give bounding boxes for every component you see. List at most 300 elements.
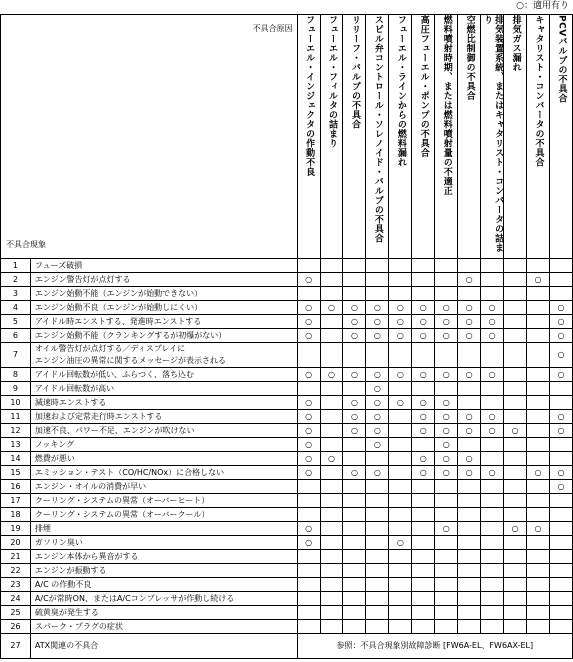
table-row [1, 273, 573, 287]
row-number: 8 [1, 368, 31, 382]
cause-header-2 [320, 15, 343, 259]
empty-cell [343, 592, 366, 606]
table-row [1, 606, 573, 620]
empty-cell [504, 329, 527, 343]
empty-cell [297, 564, 320, 578]
empty-cell [527, 382, 550, 396]
row-number: 27 [1, 634, 31, 659]
applicable-mark: ○ [481, 466, 504, 480]
cause-label: 排気ガス漏れ [510, 15, 521, 72]
applicable-mark: ○ [366, 301, 389, 315]
empty-cell [320, 315, 343, 329]
empty-cell [343, 536, 366, 550]
applicable-mark: ○ [481, 329, 504, 343]
empty-cell [389, 273, 412, 287]
empty-cell [458, 494, 481, 508]
row-number: 18 [1, 508, 31, 522]
cause-label: 排気装置系統、またはキャタリスト・コンバータの詰まり [482, 15, 504, 253]
empty-cell [458, 578, 481, 592]
applicable-mark: ○ [549, 315, 572, 329]
row-number: 16 [1, 480, 31, 494]
empty-cell [504, 550, 527, 564]
empty-cell [320, 536, 343, 550]
applicable-mark: ○ [297, 273, 320, 287]
symptom-label: ガソリン臭い [30, 536, 297, 550]
cause-header-5 [389, 15, 412, 259]
row-number: 5 [1, 315, 31, 329]
empty-cell [412, 480, 435, 494]
empty-cell [481, 438, 504, 452]
empty-cell [412, 578, 435, 592]
empty-cell [297, 382, 320, 396]
applicable-mark: ○ [343, 315, 366, 329]
empty-cell [481, 273, 504, 287]
empty-cell [458, 508, 481, 522]
empty-cell [504, 382, 527, 396]
empty-cell [504, 343, 527, 368]
empty-cell [458, 480, 481, 494]
empty-cell [366, 592, 389, 606]
applicable-mark: ○ [366, 438, 389, 452]
row-number: 14 [1, 452, 31, 466]
table-row [1, 259, 573, 273]
empty-cell [320, 522, 343, 536]
row-number: 25 [1, 606, 31, 620]
applicable-mark: ○ [481, 301, 504, 315]
empty-cell [504, 536, 527, 550]
applicable-mark: ○ [435, 424, 458, 438]
row-number: 6 [1, 329, 31, 343]
empty-cell [481, 343, 504, 368]
empty-cell [549, 438, 572, 452]
applicable-mark: ○ [366, 424, 389, 438]
applicable-mark: ○ [366, 466, 389, 480]
applicable-mark: ○ [527, 522, 550, 536]
applicable-mark: ○ [412, 368, 435, 382]
empty-cell [297, 259, 320, 273]
applicable-mark: ○ [389, 329, 412, 343]
empty-cell [549, 606, 572, 620]
empty-cell [504, 480, 527, 494]
empty-cell [481, 382, 504, 396]
empty-cell [412, 522, 435, 536]
applicable-mark: ○ [435, 329, 458, 343]
empty-cell [297, 620, 320, 634]
empty-cell [389, 438, 412, 452]
cause-header-6 [412, 15, 435, 259]
symptom-label: 硫黄臭が発生する [30, 606, 297, 620]
empty-cell [527, 301, 550, 315]
applicable-mark: ○ [297, 536, 320, 550]
cause-header-1 [297, 15, 320, 259]
empty-cell [412, 508, 435, 522]
empty-cell [527, 315, 550, 329]
symptom-label: アイドル時エンストする、発進時エンストする [30, 315, 297, 329]
applicable-mark: ○ [343, 396, 366, 410]
applicable-mark: ○ [549, 466, 572, 480]
empty-cell [320, 606, 343, 620]
empty-cell [504, 494, 527, 508]
table-row [1, 329, 573, 343]
empty-cell [389, 410, 412, 424]
empty-cell [527, 438, 550, 452]
empty-cell [504, 452, 527, 466]
applicable-mark: ○ [549, 343, 572, 368]
applicable-mark: ○ [458, 329, 481, 343]
empty-cell [481, 480, 504, 494]
empty-cell [320, 494, 343, 508]
empty-cell [458, 396, 481, 410]
empty-cell [481, 550, 504, 564]
empty-cell [481, 606, 504, 620]
cause-header-9 [481, 15, 504, 259]
applicable-mark: ○ [297, 368, 320, 382]
applicable-mark: ○ [320, 301, 343, 315]
empty-cell [343, 452, 366, 466]
empty-cell [389, 508, 412, 522]
empty-cell [320, 343, 343, 368]
empty-cell [343, 343, 366, 368]
header-corner [1, 15, 298, 259]
empty-cell [297, 592, 320, 606]
applicable-mark: ○ [458, 410, 481, 424]
cause-header-4 [366, 15, 389, 259]
row-number: 4 [1, 301, 31, 315]
empty-cell [481, 564, 504, 578]
row-number: 10 [1, 396, 31, 410]
legend: ○：適用有り [516, 1, 569, 11]
empty-cell [366, 343, 389, 368]
empty-cell [343, 494, 366, 508]
empty-cell [549, 273, 572, 287]
applicable-mark: ○ [435, 301, 458, 315]
empty-cell [504, 508, 527, 522]
applicable-mark: ○ [549, 424, 572, 438]
empty-cell [435, 536, 458, 550]
empty-cell [412, 382, 435, 396]
table-row [1, 396, 573, 410]
empty-cell [481, 287, 504, 301]
symptom-label: アイドル回転数が高い [30, 382, 297, 396]
empty-cell [320, 550, 343, 564]
table-row [1, 343, 573, 368]
symptom-label: 燃費が悪い [30, 452, 297, 466]
empty-cell [389, 452, 412, 466]
applicable-mark: ○ [549, 368, 572, 382]
empty-cell [343, 382, 366, 396]
row-number: 22 [1, 564, 31, 578]
applicable-mark: ○ [343, 424, 366, 438]
row-number: 11 [1, 410, 31, 424]
applicable-mark: ○ [435, 522, 458, 536]
applicable-mark: ○ [366, 368, 389, 382]
empty-cell [389, 424, 412, 438]
empty-cell [389, 578, 412, 592]
row-number: 7 [1, 343, 31, 368]
empty-cell [435, 508, 458, 522]
applicable-mark: ○ [458, 452, 481, 466]
applicable-mark: ○ [389, 368, 412, 382]
empty-cell [366, 606, 389, 620]
empty-cell [458, 287, 481, 301]
cause-label: フューエル・フィルタの詰まり [327, 15, 337, 148]
empty-cell [504, 466, 527, 480]
applicable-mark: ○ [504, 424, 527, 438]
table-row [1, 522, 573, 536]
empty-cell [435, 564, 458, 578]
table-row [1, 550, 573, 564]
empty-cell [435, 382, 458, 396]
empty-cell [366, 273, 389, 287]
table-row [1, 564, 573, 578]
table-row [1, 452, 573, 466]
table-row [1, 368, 573, 382]
empty-cell [549, 592, 572, 606]
applicable-mark: ○ [366, 329, 389, 343]
empty-cell [412, 606, 435, 620]
applicable-mark: ○ [297, 315, 320, 329]
table-row [1, 634, 573, 659]
empty-cell [504, 438, 527, 452]
empty-cell [549, 452, 572, 466]
row-number: 9 [1, 382, 31, 396]
empty-cell [435, 287, 458, 301]
empty-cell [320, 259, 343, 273]
applicable-mark: ○ [343, 329, 366, 343]
table-row [1, 592, 573, 606]
symptom-label: 加速不良、パワー不足、エンジンが吹けない [30, 424, 297, 438]
empty-cell [320, 564, 343, 578]
empty-cell [435, 494, 458, 508]
symptom-label: エンジン・オイルの消費が早い [30, 480, 297, 494]
cause-label: 高圧フューエル・ポンプの不具合 [418, 15, 429, 158]
applicable-mark: ○ [412, 466, 435, 480]
empty-cell [458, 550, 481, 564]
empty-cell [527, 259, 550, 273]
applicable-mark: ○ [297, 410, 320, 424]
empty-cell [549, 382, 572, 396]
empty-cell [366, 287, 389, 301]
empty-cell [343, 564, 366, 578]
row-number: 23 [1, 578, 31, 592]
empty-cell [435, 550, 458, 564]
empty-cell [527, 329, 550, 343]
applicable-mark: ○ [297, 424, 320, 438]
symptom-label: クーリング・システムの異常（オーバーヒート） [30, 494, 297, 508]
applicable-mark: ○ [435, 368, 458, 382]
empty-cell [366, 522, 389, 536]
cause-label: キャタリスト・コンバータの不具合 [533, 15, 544, 167]
symptom-label: アイドル回転数が低い、ふらつく、落ち込む [30, 368, 297, 382]
empty-cell [527, 480, 550, 494]
row-number: 12 [1, 424, 31, 438]
empty-cell [297, 578, 320, 592]
table-row [1, 494, 573, 508]
empty-cell [504, 606, 527, 620]
cause-label: PCVバルブの不具合 [556, 15, 567, 104]
applicable-mark: ○ [389, 315, 412, 329]
empty-cell [320, 508, 343, 522]
empty-cell [320, 396, 343, 410]
symptom-label: エンジン始動不能（クランキングするが初爆がない） [30, 329, 297, 343]
row-number: 2 [1, 273, 31, 287]
table-row [1, 508, 573, 522]
table-row [1, 301, 573, 315]
empty-cell [389, 343, 412, 368]
applicable-mark: ○ [297, 452, 320, 466]
empty-cell [320, 480, 343, 494]
applicable-mark: ○ [412, 452, 435, 466]
empty-cell [549, 620, 572, 634]
empty-cell [412, 620, 435, 634]
empty-cell [297, 550, 320, 564]
empty-cell [320, 592, 343, 606]
applicable-mark: ○ [297, 396, 320, 410]
applicable-mark: ○ [412, 315, 435, 329]
applicable-mark: ○ [297, 329, 320, 343]
empty-cell [297, 343, 320, 368]
empty-cell [389, 606, 412, 620]
empty-cell [389, 382, 412, 396]
row-number: 19 [1, 522, 31, 536]
empty-cell [435, 480, 458, 494]
symptom-label: クーリング・システムの異常（オーバークール） [30, 508, 297, 522]
applicable-mark: ○ [297, 438, 320, 452]
applicable-mark: ○ [412, 301, 435, 315]
empty-cell [481, 508, 504, 522]
empty-cell [435, 606, 458, 620]
empty-cell [527, 424, 550, 438]
empty-cell [435, 259, 458, 273]
applicable-mark: ○ [412, 410, 435, 424]
empty-cell [389, 592, 412, 606]
cause-header-11 [527, 15, 550, 259]
applicable-mark: ○ [458, 315, 481, 329]
applicable-mark: ○ [435, 410, 458, 424]
applicable-mark: ○ [435, 452, 458, 466]
empty-cell [504, 273, 527, 287]
applicable-mark: ○ [458, 273, 481, 287]
applicable-mark: ○ [481, 315, 504, 329]
applicable-mark: ○ [527, 466, 550, 480]
empty-cell [412, 273, 435, 287]
empty-cell [481, 259, 504, 273]
symptom-label: 排煙 [30, 522, 297, 536]
table-row [1, 536, 573, 550]
empty-cell [504, 396, 527, 410]
empty-cell [320, 578, 343, 592]
empty-cell [343, 522, 366, 536]
cause-header-3 [343, 15, 366, 259]
empty-cell [458, 592, 481, 606]
empty-cell [504, 368, 527, 382]
applicable-mark: ○ [549, 410, 572, 424]
empty-cell [389, 259, 412, 273]
empty-cell [504, 301, 527, 315]
table-row [1, 410, 573, 424]
table-row [1, 315, 573, 329]
applicable-mark: ○ [297, 466, 320, 480]
symptom-label: エミッション・テスト（CO/HC/NOx）に合格しない [30, 466, 297, 480]
applicable-mark: ○ [458, 466, 481, 480]
applicable-mark: ○ [343, 368, 366, 382]
empty-cell [549, 522, 572, 536]
applicable-mark: ○ [504, 522, 527, 536]
empty-cell [366, 620, 389, 634]
empty-cell [481, 522, 504, 536]
empty-cell [527, 536, 550, 550]
applicable-mark: ○ [343, 466, 366, 480]
row-number: 1 [1, 259, 31, 273]
applicable-mark: ○ [320, 368, 343, 382]
empty-cell [343, 438, 366, 452]
applicable-mark: ○ [412, 396, 435, 410]
empty-cell [297, 494, 320, 508]
empty-cell [527, 620, 550, 634]
symptom-label: A/C の作動不良 [30, 578, 297, 592]
symptom-cause-table [0, 14, 573, 659]
empty-cell [527, 564, 550, 578]
symptom-label: ノッキング [30, 438, 297, 452]
applicable-mark: ○ [481, 410, 504, 424]
empty-cell [366, 536, 389, 550]
applicable-mark: ○ [527, 273, 550, 287]
empty-cell [297, 480, 320, 494]
empty-cell [481, 578, 504, 592]
applicable-mark: ○ [297, 522, 320, 536]
table-row [1, 620, 573, 634]
empty-cell [549, 508, 572, 522]
reference-note: 参照：不具合現象別故障診断 [FW6A-EL、FW6AX-EL] [297, 634, 572, 659]
empty-cell [481, 592, 504, 606]
symptom-label: エンジンが振動する [30, 564, 297, 578]
cause-header-10 [504, 15, 527, 259]
applicable-mark: ○ [366, 410, 389, 424]
empty-cell [504, 315, 527, 329]
empty-cell [343, 259, 366, 273]
applicable-mark: ○ [366, 396, 389, 410]
empty-cell [549, 536, 572, 550]
empty-cell [389, 620, 412, 634]
empty-cell [297, 508, 320, 522]
table-row [1, 438, 573, 452]
empty-cell [504, 410, 527, 424]
symptom-label: エンジン始動不能（エンジンが始動できない） [30, 287, 297, 301]
empty-cell [343, 508, 366, 522]
applicable-mark: ○ [458, 301, 481, 315]
empty-cell [412, 259, 435, 273]
empty-cell [366, 550, 389, 564]
table-row [1, 287, 573, 301]
empty-cell [527, 578, 550, 592]
empty-cell [366, 508, 389, 522]
empty-cell [549, 396, 572, 410]
header-row [1, 15, 573, 259]
empty-cell [481, 396, 504, 410]
applicable-mark: ○ [366, 315, 389, 329]
empty-cell [481, 452, 504, 466]
empty-cell [527, 550, 550, 564]
empty-cell [481, 494, 504, 508]
empty-cell [527, 452, 550, 466]
empty-cell [297, 287, 320, 301]
empty-cell [320, 410, 343, 424]
cause-label: 燃料噴射時期、または燃料噴射量の不適正 [441, 15, 452, 196]
empty-cell [366, 480, 389, 494]
empty-cell [549, 550, 572, 564]
cause-label: フューエル・ラインからの燃料漏れ [395, 15, 406, 167]
symptom-label: フューズ破損 [30, 259, 297, 273]
